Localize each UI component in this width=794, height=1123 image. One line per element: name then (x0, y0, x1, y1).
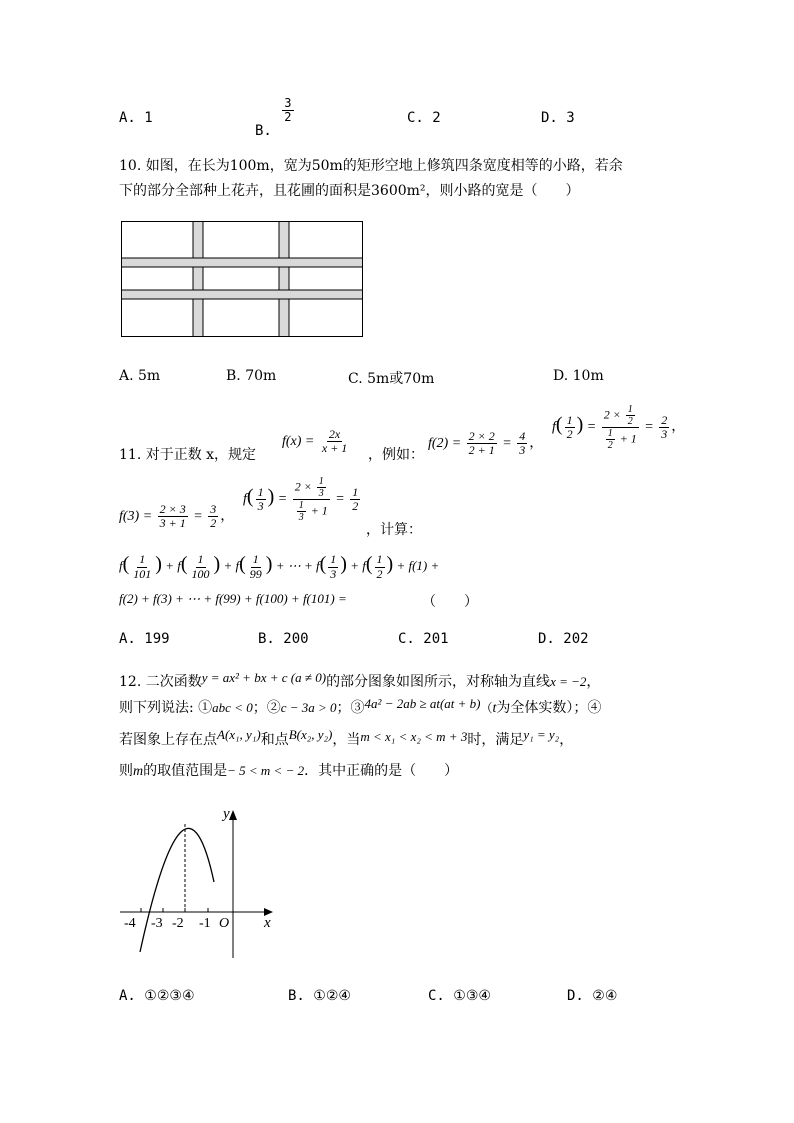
q10-option-b: B. 70m (226, 368, 277, 384)
q12-option-b: B. ①②④ (288, 988, 351, 1004)
tick-label-neg3: -3 (151, 916, 163, 931)
q11-option-a: A. 199 (119, 631, 170, 647)
q12-line4: 则m的取值范围是− 5 < m < − 2．其中正确的是（ ） (119, 763, 459, 779)
q12-line1: 12. 二次函数y = ax² + bx + c (a ≠ 0)的部分图象如图所示，对称轴为直线x = −2， (119, 670, 601, 690)
q11-example-1: f(2) = $\frac{2 \times 2}{2 + 1}$ = $\frac{4}{3}$ ， (428, 429, 544, 458)
q9-option-a: A. 1 (119, 110, 153, 126)
q11-option-d: D. 202 (538, 631, 589, 647)
q10-rectangle-figure (121, 221, 363, 337)
q10-stem-line2: 下的部分全部种上花卉，且花圃的面积是3600m²，则小路的宽是（ ） (119, 183, 580, 199)
road-horizontal-2 (122, 290, 363, 299)
q10-option-a: A. 5m (119, 368, 161, 384)
q9-option-c: C. 2 (407, 110, 441, 126)
tick-label-neg2: -2 (172, 916, 184, 931)
q11-example-3: f(3) = $\frac{2 \times 3}{3 + 1}$ = $\frac{3}{2}$ ， (119, 502, 235, 531)
parabola-curve (140, 828, 214, 952)
q11-definition: f(x) = $\frac{2x}{x + 1}$ (282, 427, 348, 456)
q12-parabola-graph (115, 800, 285, 965)
tick-label-neg1: -1 (199, 916, 211, 931)
q11-example-4: f( $\frac{1}{3}$ ) = 2 × $\frac{1}{3}$ $\frac{1}{3}$ + 1 = $\frac{1}{2}$ (243, 476, 359, 523)
q11-compute-label: ，计算： (366, 522, 422, 538)
q9-option-b-fraction: $\frac{3}{2}$ (284, 96, 292, 125)
y-axis-label: y (223, 806, 230, 822)
road-vertical-1 (193, 222, 203, 337)
q12-option-d: D. ②④ (567, 988, 618, 1004)
q11-expression-line1: f( $\frac{1}{101}$ ) + f( $\frac{1}{100}$ ) + f( $\frac{1}{99}$ ) + ⋯ + f( $\frac{1}{3}$ ) + f( $\frac{1}{2}$ ) + f(1) + (119, 552, 440, 581)
q11-example-label: ，例如： (368, 447, 424, 463)
road-horizontal-1 (122, 258, 363, 267)
road-vertical-2 (279, 222, 289, 337)
q9-option-b-prefix: B. (255, 122, 272, 139)
q12-option-c: C. ①③④ (428, 988, 491, 1004)
q9-option-d: D. 3 (541, 110, 575, 126)
q11-answer-blank: （ ） (422, 594, 478, 610)
q11-expression-line2: f(2) + f(3) + ⋯ + f(99) + f(100) + f(101) = (119, 591, 347, 606)
y-axis-arrow (229, 810, 237, 820)
tick-label-neg4: -4 (124, 916, 136, 931)
q9-option-b (255, 96, 296, 139)
q12-line2: 则下列说法: ①abc < 0；②c − 3a > 0；③4a² − 2ab ≥ at(at + b)（t为全体实数）；④ (119, 696, 602, 716)
garden-plots (122, 222, 363, 337)
q12-line3: 若图象上存在点A(x₁, y₁)和点B(x₂, y₂)，当m < x₁ < x₂ < m + 3时，满足y₁ = y₂， (119, 727, 574, 748)
q11-option-b: B. 200 (258, 631, 309, 647)
x-axis-label: x (264, 915, 271, 931)
q10-stem-line1: 10. 如图，在长为100m，宽为50m的矩形空地上修筑四条宽度相等的小路，若余 (119, 158, 623, 174)
q11-option-c: C. 201 (398, 631, 449, 647)
q11-intro: 11. 对于正数 x，规定 (119, 447, 257, 463)
q11-example-2: f( $\frac{1}{2}$ ) = 2 × $\frac{1}{2}$ $\frac{1}{2}$ + 1 = $\frac{2}{3}$ ， (552, 404, 686, 451)
q10-option-c: C. 5m或70m (348, 371, 435, 387)
origin-label: O (219, 916, 230, 931)
q12-option-a: A. ①②③④ (119, 988, 195, 1004)
q10-option-d: D. 10m (553, 368, 604, 384)
